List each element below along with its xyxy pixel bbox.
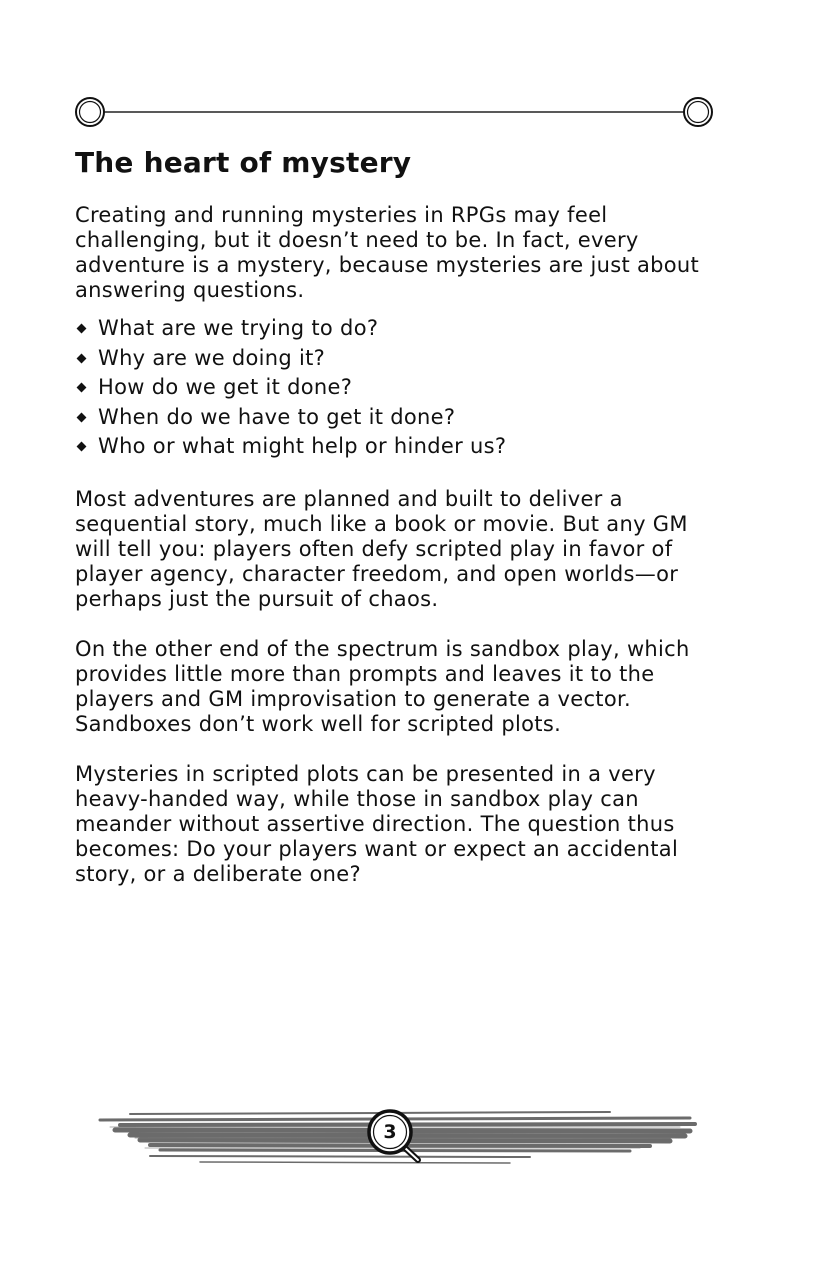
body-paragraph: On the other end of the spectrum is sandbox play, which provides little more than prompts and leaves it to the players and GM improvisation to generate a vector. Sandboxes don’t work well for scripted plots. (75, 636, 690, 736)
list-item (75, 314, 715, 344)
list-item (75, 344, 715, 374)
list-item-text: How do we get it done? (98, 375, 353, 399)
page-title: The heart of mystery (75, 146, 412, 179)
diamond-bullet-icon (77, 442, 87, 452)
header-rule-icon (74, 96, 714, 128)
intro-paragraph: Creating and running mysteries in RPGs may feel challenging, but it doesn’t need to be. In fact, every adventure is a mystery, because mysteries are just about answering questions. (75, 203, 700, 302)
list-item-text: What are we trying to do? (98, 316, 379, 340)
body-paragraph: Most adventures are planned and built to deliver a sequential story, much like a book or movie. But any GM will tell you: players often defy scripted play in favor of player agency, character freedom, and open worlds—or perhaps just the pursuit of chaos. (75, 486, 688, 611)
list-item-text: Who or what might help or hinder us? (98, 434, 507, 458)
list-item (75, 403, 715, 433)
list-item-text: When do we have to get it done? (98, 404, 456, 429)
diamond-bullet-icon (77, 324, 87, 334)
page-number: 3 (383, 1121, 397, 1143)
list-item-text: Why are we doing it? (98, 345, 326, 370)
body-text (75, 203, 715, 887)
diamond-bullet-icon (77, 383, 87, 393)
body-paragraph: Mysteries in scripted plots can be presented in a very heavy-handed way, while those in sandbox play can meander without assertive direction. The question thus becomes: Do your players want or expect an accidental story, or a deliberate one? (75, 761, 679, 886)
questions-list (75, 314, 715, 462)
list-item (75, 373, 715, 403)
list-item (75, 432, 715, 462)
diamond-bullet-icon (77, 353, 87, 363)
diamond-bullet-icon (77, 412, 87, 422)
